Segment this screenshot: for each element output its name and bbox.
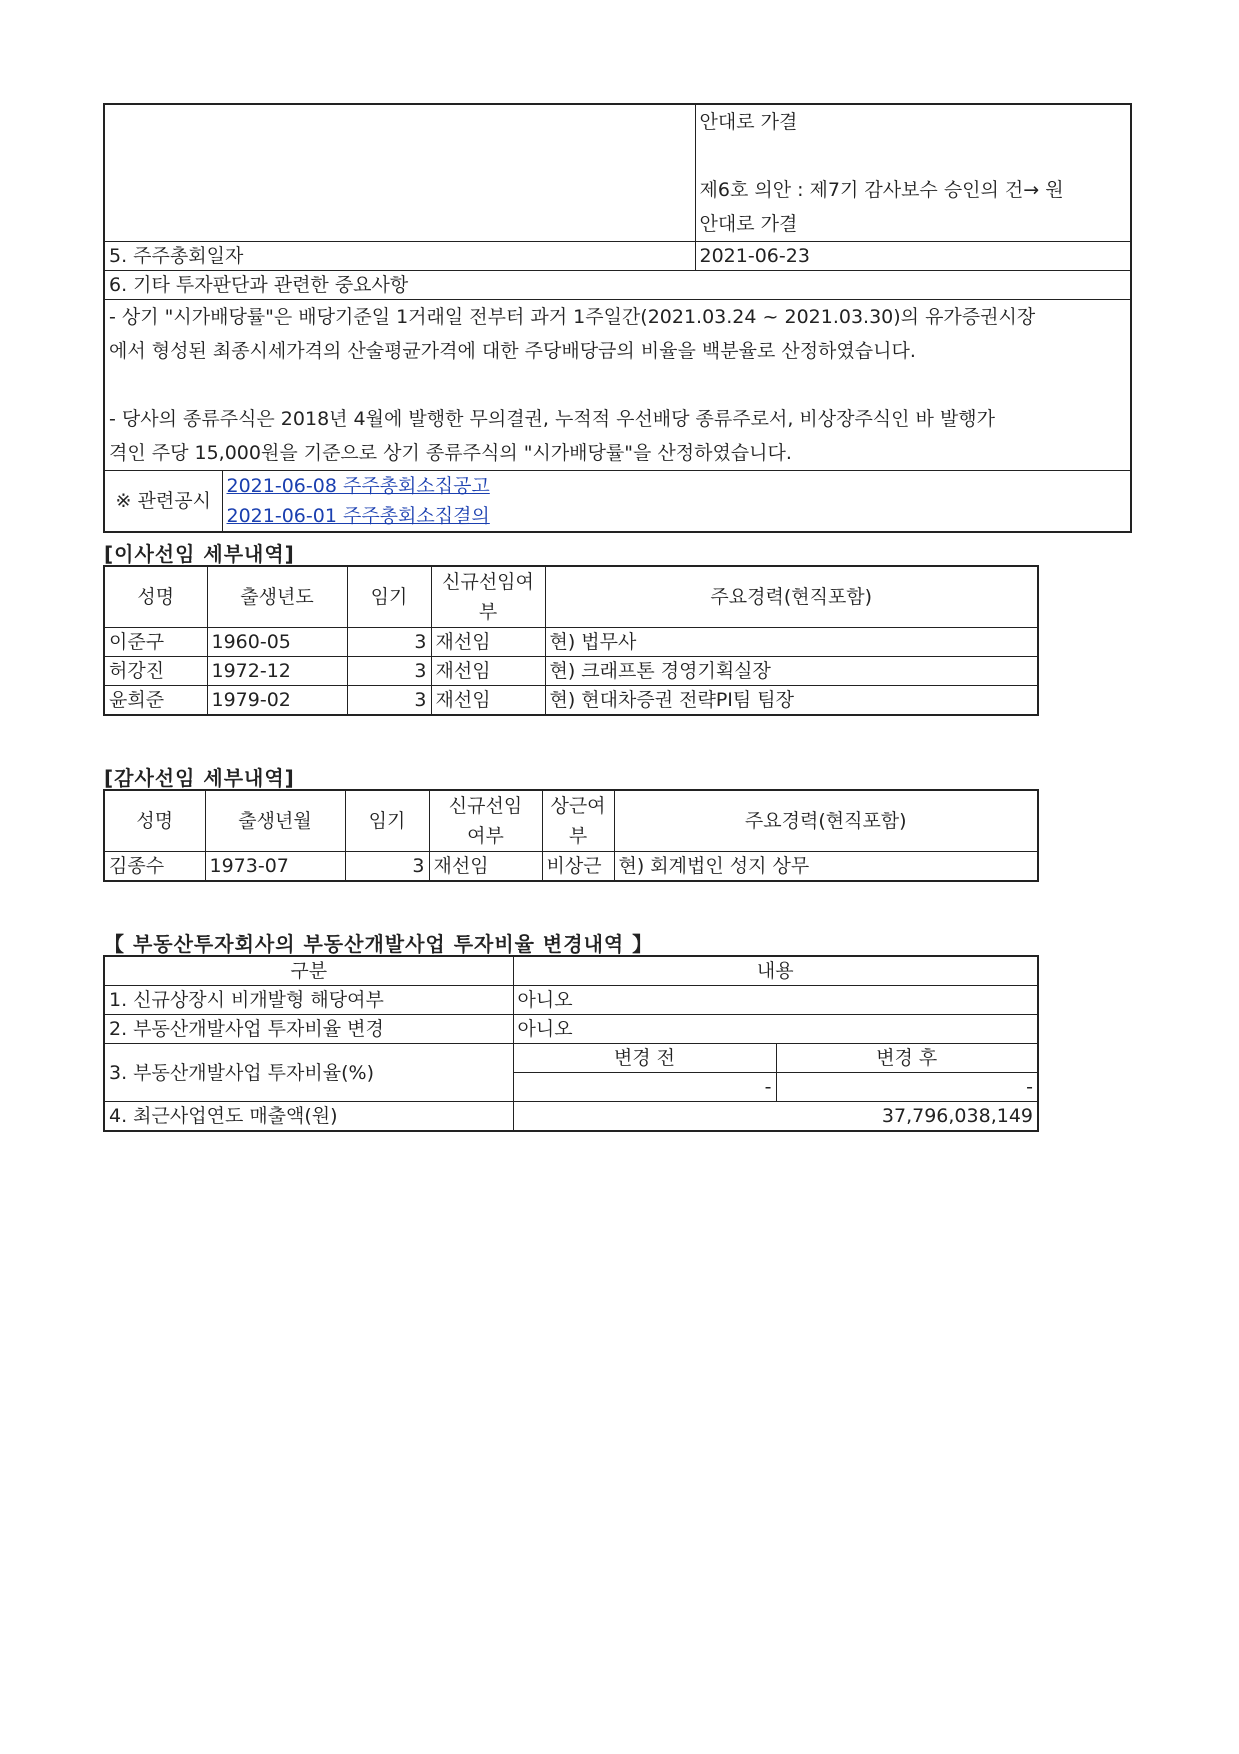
header-new-line: 신규선임: [448, 795, 523, 817]
header-name: 성명: [104, 566, 207, 628]
other-matters-label: 6. 기타 투자판단과 관련한 중요사항: [104, 271, 1131, 300]
header-fulltime: [542, 790, 614, 852]
table-row: [104, 657, 1038, 686]
director-name: 허강진: [104, 657, 207, 686]
realestate-section-title: 【 부동산투자회사의 부동산개발사업 투자비율 변경내역 】: [104, 932, 654, 956]
auditors-section-title: [감사선임 세부내역]: [104, 766, 295, 790]
before-change-value: -: [513, 1073, 776, 1102]
table-row: [104, 1102, 1038, 1132]
auditor-career: 현) 회계법인 성지 상무: [614, 852, 1038, 882]
other-label-row: [104, 271, 1131, 300]
related-link-notice[interactable]: 2021-06-08 주주총회소집공고: [226, 475, 490, 497]
resolution-blank-cell: [104, 104, 695, 242]
director-new: 재선임: [431, 657, 545, 686]
header-new-line: 부: [478, 601, 498, 623]
auditor-fulltime: 비상근: [542, 852, 614, 882]
header-name: 성명: [104, 790, 205, 852]
resolution-line: 안대로 가결: [699, 111, 798, 133]
auditor-term: 3: [345, 852, 429, 882]
other-matters-content: [104, 300, 1131, 471]
row-label: 1. 신규상장시 비개발형 해당여부: [104, 986, 513, 1015]
meeting-date-row: [104, 242, 1131, 271]
resolution-row: [104, 104, 1131, 242]
after-change-value: -: [776, 1073, 1038, 1102]
director-term: 3: [347, 628, 431, 657]
table-row: [104, 1015, 1038, 1044]
director-name: 이준구: [104, 628, 207, 657]
table-row: [104, 986, 1038, 1015]
row-value: 아니오: [513, 986, 1038, 1015]
director-birth: 1979-02: [207, 686, 347, 716]
director-career: 현) 현대차증권 전략PI팀 팀장: [545, 686, 1038, 716]
related-row: [104, 471, 1131, 533]
auditors-header-row: [104, 790, 1038, 852]
header-fulltime-line: 상근여: [550, 795, 606, 817]
auditor-birth: 1973-07: [205, 852, 345, 882]
header-new-line: 신규선임여: [442, 571, 534, 593]
revenue-value: 37,796,038,149: [513, 1102, 1038, 1132]
resolution-cell: [695, 104, 1131, 242]
director-name: 윤희준: [104, 686, 207, 716]
header-new-appointment: [431, 566, 545, 628]
director-new: 재선임: [431, 628, 545, 657]
directors-header-row: [104, 566, 1038, 628]
after-change-label: 변경 후: [776, 1044, 1038, 1073]
header-content: 내용: [513, 956, 1038, 986]
header-birth: 출생년도: [207, 566, 347, 628]
header-career: 주요경력(현직포함): [545, 566, 1038, 628]
related-link-resolution[interactable]: 2021-06-01 주주총회소집결의: [226, 505, 490, 527]
before-change-label: 변경 전: [513, 1044, 776, 1073]
meeting-date-label: 5. 주주총회일자: [104, 242, 695, 271]
directors-section-title: [이사선임 세부내역]: [104, 542, 295, 566]
auditors-table: [103, 789, 1039, 882]
auditor-new: 재선임: [429, 852, 542, 882]
director-new: 재선임: [431, 686, 545, 716]
related-label: ※ 관련공시: [104, 471, 222, 533]
row-label: 4. 최근사업연도 매출액(원): [104, 1102, 513, 1132]
row-label: 2. 부동산개발사업 투자비율 변경: [104, 1015, 513, 1044]
header-birth: 출생년월: [205, 790, 345, 852]
other-line: - 당사의 종류주식은 2018년 4월에 발행한 무의결권, 누적적 우선배당 종류주로서, 비상장주식인 바 발행가: [109, 408, 996, 430]
table-row: [104, 1044, 1038, 1073]
table-row: [104, 628, 1038, 657]
header-new-line: 여부: [467, 825, 504, 847]
director-career: 현) 법무사: [545, 628, 1038, 657]
meeting-date-value: 2021-06-23: [695, 242, 1131, 271]
other-line: - 상기 "시가배당률"은 배당기준일 1거래일 전부터 과거 1주일간(2021.03.24 ~ 2021.03.30)의 유가증권시장: [109, 306, 1036, 328]
directors-table: [103, 565, 1039, 716]
header-new-appointment: [429, 790, 542, 852]
table-row: [104, 686, 1038, 716]
realestate-table: [103, 955, 1039, 1132]
other-line: 에서 형성된 최종시세가격의 산술평균가격에 대한 주당배당금의 비율을 백분율로 산정하였습니다.: [109, 340, 916, 362]
auditor-name: 김종수: [104, 852, 205, 882]
row-value: 아니오: [513, 1015, 1038, 1044]
header-fulltime-line: 부: [568, 825, 588, 847]
director-term: 3: [347, 657, 431, 686]
disclosure-table: [103, 103, 1132, 533]
director-term: 3: [347, 686, 431, 716]
other-content-row: [104, 300, 1131, 471]
director-birth: 1972-12: [207, 657, 347, 686]
row-label: 3. 부동산개발사업 투자비율(%): [104, 1044, 513, 1102]
header-term: 임기: [345, 790, 429, 852]
director-birth: 1960-05: [207, 628, 347, 657]
header-career: 주요경력(현직포함): [614, 790, 1038, 852]
resolution-line: 제6호 의안 : 제7기 감사보수 승인의 건→ 원: [699, 179, 1064, 201]
director-career: 현) 크래프톤 경영기획실장: [545, 657, 1038, 686]
realestate-header-row: [104, 956, 1038, 986]
related-links-cell: [222, 471, 1131, 533]
header-category: 구분: [104, 956, 513, 986]
other-line: 격인 주당 15,000원을 기준으로 상기 종류주식의 "시가배당률"을 산정하였습니다.: [109, 442, 792, 464]
resolution-line: 안대로 가결: [699, 213, 798, 235]
header-term: 임기: [347, 566, 431, 628]
table-row: [104, 852, 1038, 882]
resolution-line: [700, 139, 1127, 173]
other-line: [109, 368, 1126, 402]
